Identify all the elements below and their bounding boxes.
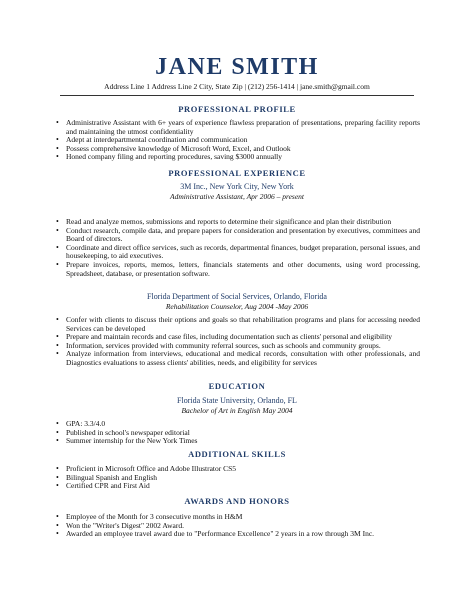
list-item: • Bilingual Spanish and English <box>56 474 420 483</box>
list-item: • Analyze information from interviews, educational and medical records, consultation with other professionals, and Diagnostics evaluations to assess clients' abilities, needs, and eligibility for services <box>56 350 420 367</box>
list-item: • Coordinate and direct office services, such as records, departmental finances, budget preparation, personal issues, and housekeeping, to aid executives. <box>56 244 420 261</box>
list-item: • Conduct research, compile data, and prepare papers for consideration and presentation by executives, committees and Board of directors. <box>56 227 420 244</box>
list-item: • Information, services provided with community referral sources, such as schools and community groups. <box>56 342 420 351</box>
contact-line: Address Line 1 Address Line 2 City, State Zip | (212) 256-1414 | jane.smith@gmail.com <box>104 82 370 91</box>
list-item: • Prepare and maintain records and case files, including documentation such as clients' personal and eligibility <box>56 333 420 342</box>
profile-list <box>56 119 420 162</box>
resume-name: JANE SMITH <box>155 54 319 80</box>
job-organization: 3M Inc., New York City, New York <box>180 182 294 191</box>
list-item: • Possess comprehensive knowledge of Microsoft Word, Excel, and Outlook <box>56 145 420 154</box>
list-item: • Confer with clients to discuss their options and goals so that rehabilitation programs and plans for accessing needed Services can be developed <box>56 316 420 333</box>
job-duties-list <box>56 316 420 368</box>
skills-list <box>56 465 420 491</box>
list-item: • Published in school's newspaper editorial <box>56 429 420 438</box>
list-item: • Employee of the Month for 3 consecutive months in H&M <box>56 513 420 522</box>
section-title-skills: ADDITIONAL SKILLS <box>188 449 286 459</box>
education-list <box>56 420 420 446</box>
job-role: Administrative Assistant, Apr 2006 – present <box>169 192 305 201</box>
section-title-education: EDUCATION <box>208 381 266 391</box>
job-organization: Florida Department of Social Services, Orlando, Florida <box>147 292 327 301</box>
list-item: • Administrative Assistant with 6+ years of experience flawless preparation of presentations, preparing facility reports and maintaining the utmost confidentiality <box>56 119 420 136</box>
list-item: • GPA: 3.3/4.0 <box>56 420 420 429</box>
header-divider <box>60 95 414 96</box>
list-item: • Awarded an employee travel award due to "Performance Excellence" 2 years in a row through 3M Inc. <box>56 530 420 539</box>
section-title-experience: PROFESSIONAL EXPERIENCE <box>168 168 306 178</box>
awards-list <box>56 513 420 539</box>
school-name: Florida State University, Orlando, FL <box>177 396 297 405</box>
list-item: • Prepare invoices, reports, memos, letters, financials statements and other documents, using word processing, Spreadsheet, database, or presentation software. <box>56 261 420 278</box>
job-duties-list <box>56 218 420 278</box>
section-title-profile: PROFESSIONAL PROFILE <box>178 104 296 114</box>
job-role: Rehabilitation Counselor, Aug 2004 -May 2006 <box>165 302 309 311</box>
list-item: • Adept at interdepartmental coordination and communication <box>56 136 420 145</box>
list-item: • Proficient in Microsoft Office and Adobe Illustrator CS5 <box>56 465 420 474</box>
section-title-awards: AWARDS AND HONORS <box>184 496 290 506</box>
list-item: • Read and analyze memos, submissions and reports to determine their significance and plan their distribution <box>56 218 420 227</box>
list-item: • Won the "Writer's Digest" 2002 Award. <box>56 522 420 531</box>
list-item: • Summer internship for the New York Times <box>56 437 420 446</box>
degree: Bachelor of Art in English May 2004 <box>181 406 293 415</box>
list-item: • Certified CPR and First Aid <box>56 482 420 491</box>
list-item: • Honed company filing and reporting procedures, saving $3000 annually <box>56 153 420 162</box>
